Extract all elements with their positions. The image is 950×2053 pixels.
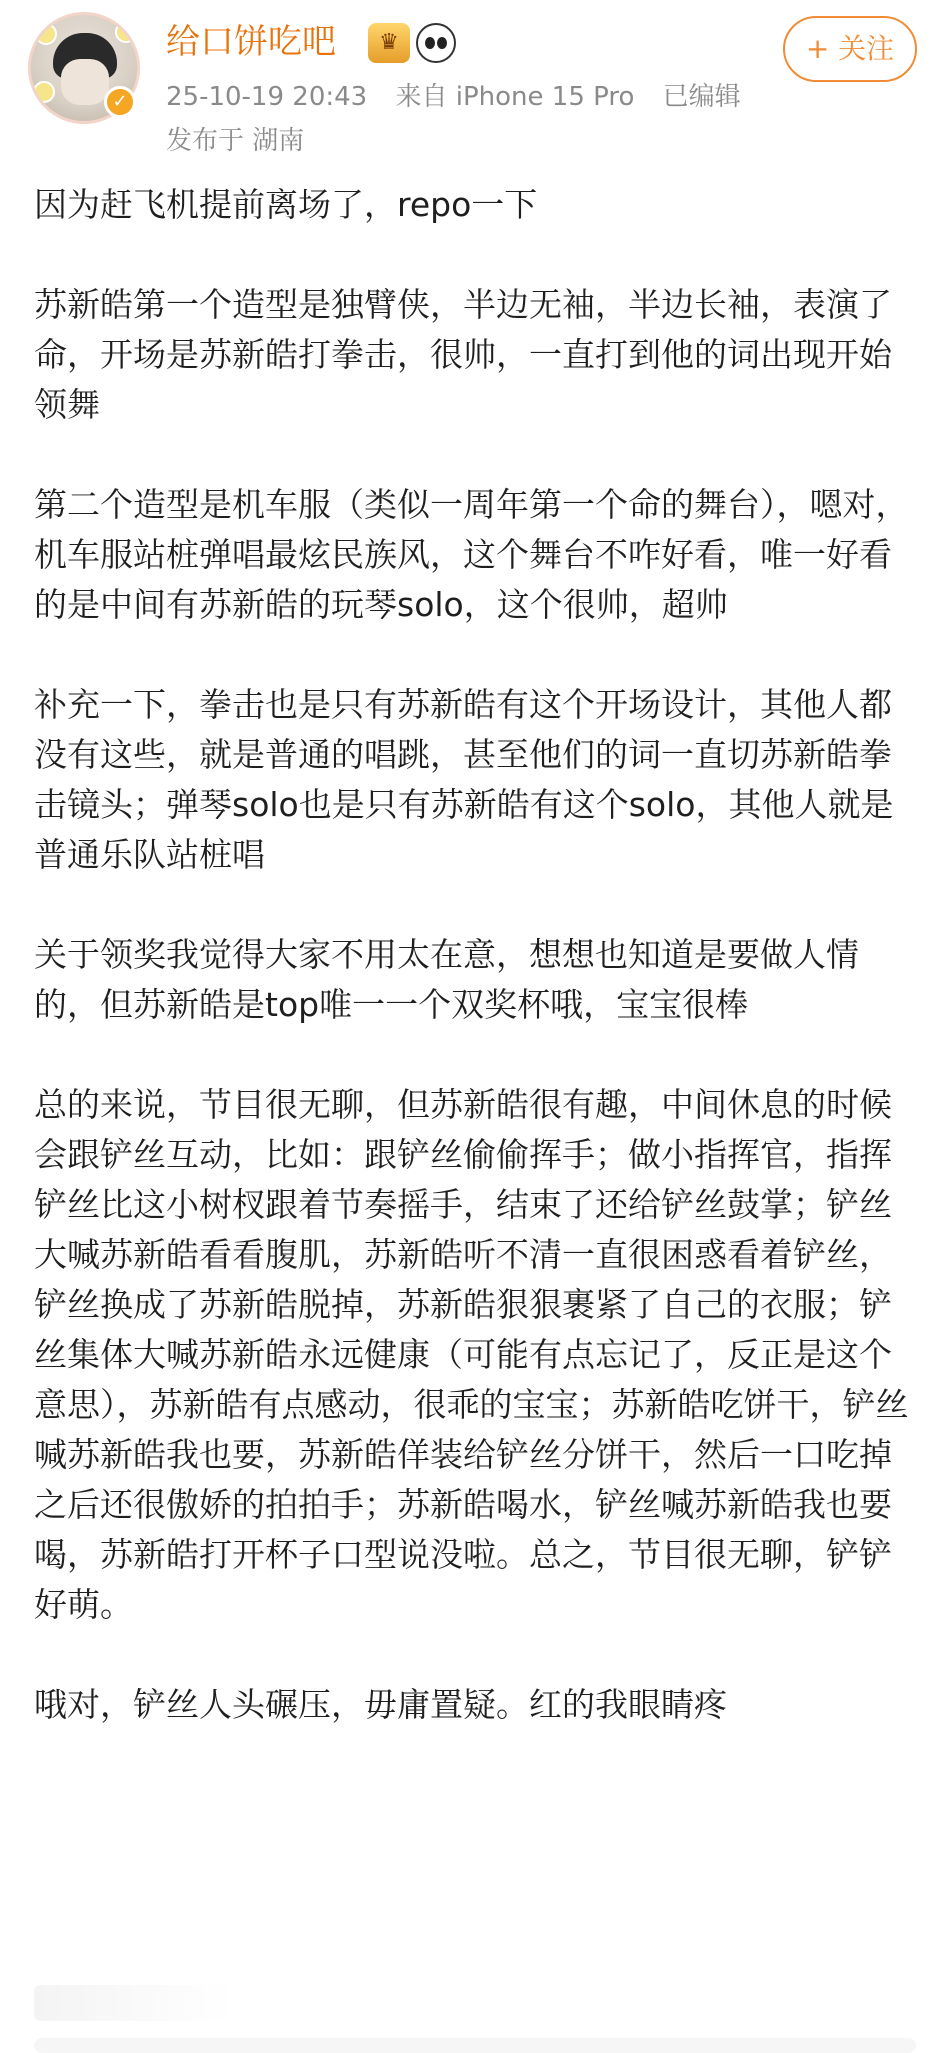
verified-badge-icon: ✓: [104, 86, 136, 118]
post-paragraph: 补充一下，拳击也是只有苏新皓有这个开场设计，其他人都没有这些，就是普通的唱跳，甚至他们的词一直切苏新皓拳击镜头；弹琴solo也是只有苏新皓有这个solo，其他人就是普通乐队站桩唱: [34, 685, 894, 874]
avatar-face: [61, 59, 109, 105]
faded-footer-text: [34, 1985, 234, 2021]
post-body: [34, 180, 920, 1780]
post-paragraph: 关于领奖我觉得大家不用太在意，想想也知道是要做人情的，但苏新皓是top唯一一个双奖杯哦，宝宝很棒: [34, 935, 859, 1024]
user-badges: [368, 22, 456, 64]
post-header: [0, 0, 950, 172]
post-meta: [166, 78, 761, 116]
panda-icon[interactable]: [416, 23, 456, 63]
flower-decoration-icon: [115, 21, 137, 43]
follow-button[interactable]: + 关注: [783, 16, 917, 82]
post-timestamp: 25-10-19 20:43: [166, 82, 368, 112]
footer-divider: [34, 2038, 916, 2053]
username[interactable]: 给口饼吃吧: [166, 22, 336, 62]
post-paragraph: 总的来说，节目很无聊，但苏新皓很有趣，中间休息的时候会跟铲丝互动，比如：跟铲丝偷偷挥手；做小指挥官，指挥铲丝比这小树杈跟着节奏摇手，结束了还给铲丝鼓掌；铲丝大喊苏新皓看看腹肌，苏新皓听不清一直很困惑看着铲丝，铲丝换成了苏新皓脱掉，苏新皓狠狠裹紧了自己的衣服；铲丝集体大喊苏新皓永远健康（可能有点忘记了，反正是这个意思），苏新皓有点感动，很乖的宝宝；苏新皓吃饼干，铲丝喊苏新皓我也要，苏新皓佯装给铲丝分饼干，然后一口吃掉之后还很傲娇的拍拍手；苏新皓喝水，铲丝喊苏新皓我也要喝，苏新皓打开杯子口型说没啦。总之，节目很无聊，铲铲好萌。: [34, 1085, 909, 1624]
flower-decoration-icon: [35, 23, 57, 45]
post-source: 来自 iPhone 15 Pro: [395, 82, 635, 112]
post-location: 发布于 湖南: [166, 126, 305, 156]
crown-icon[interactable]: ♛: [368, 23, 410, 63]
flower-decoration-icon: [33, 81, 55, 103]
post-paragraph: 因为赶飞机提前离场了，repo一下: [34, 185, 538, 224]
post-paragraph: 哦对，铲丝人头碾压，毋庸置疑。红的我眼睛疼: [34, 1685, 727, 1724]
edited-label[interactable]: 已编辑: [662, 82, 741, 112]
post-paragraph: 苏新皓第一个造型是独臂侠，半边无袖，半边长袖，表演了命，开场是苏新皓打拳击，很帅，一直打到他的词出现开始领舞: [34, 285, 892, 424]
post-paragraph: 第二个造型是机车服（类似一周年第一个命的舞台），嗯对，机车服站桩弹唱最炫民族风，这个舞台不咋好看，唯一好看的是中间有苏新皓的玩琴solo，这个很帅，超帅: [34, 485, 909, 624]
